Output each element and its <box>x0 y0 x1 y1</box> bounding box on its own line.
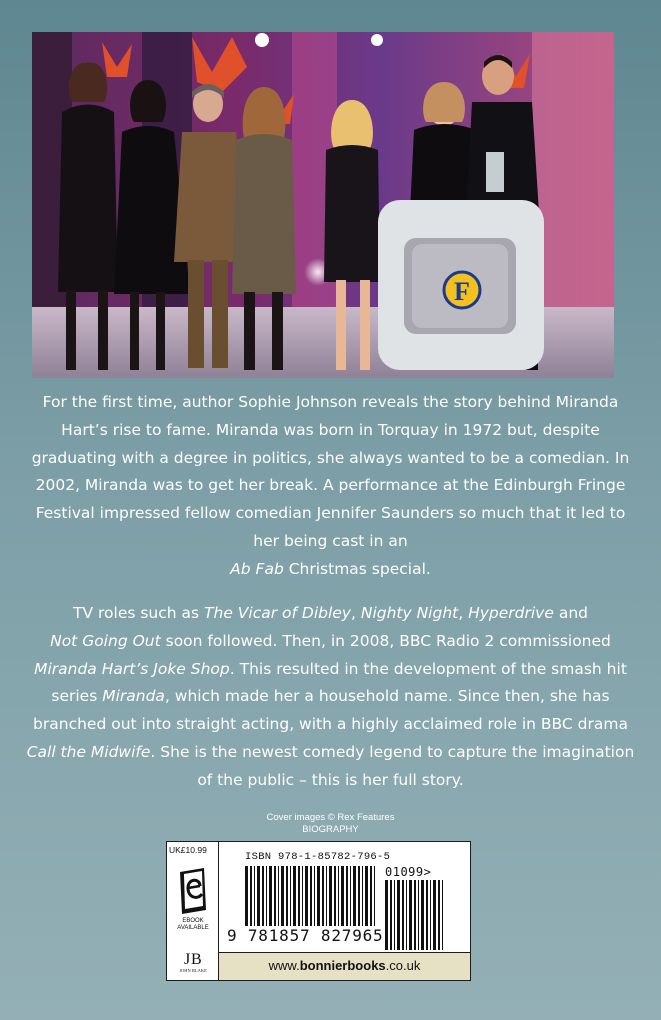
barcode-bar <box>322 866 324 926</box>
blurb-p2-text: TV roles such as <box>73 604 205 622</box>
blurb-p2-title: Call the Midwife <box>26 742 151 761</box>
barcode-bar <box>338 866 339 926</box>
barcode-bar <box>281 866 284 926</box>
barcode-bar <box>365 866 368 926</box>
barcode-bar <box>254 866 255 926</box>
blurb-p2-text: and <box>553 604 588 622</box>
barcode-panel <box>166 841 471 981</box>
blurb-paragraph-1 <box>22 389 639 584</box>
barcode-bar <box>362 866 363 926</box>
blurb-p2-text: soon followed. Then, in 2008, BBC Radio 2 commissioned <box>160 631 611 650</box>
barcode-bar <box>290 866 291 926</box>
ebook-available-label <box>167 918 219 932</box>
category-label: BIOGRAPHY <box>302 824 359 835</box>
barcode-bar <box>394 880 395 950</box>
barcode-bar <box>317 866 320 926</box>
url-prefix: www. <box>268 958 300 973</box>
barcode-bar <box>274 866 276 926</box>
podium-logo-letter: F <box>454 277 470 306</box>
barcode-bar <box>346 866 348 926</box>
publisher-website <box>219 952 470 980</box>
blurb-p2-text: , <box>458 604 469 622</box>
barcode-bar <box>390 880 392 950</box>
barcode-bar <box>334 866 336 926</box>
url-domain: bonnierbooks <box>299 958 386 973</box>
barcode-bar <box>421 880 424 950</box>
isbn-barcode <box>245 866 377 926</box>
barcode-bar <box>298 866 300 926</box>
barcode-bar <box>314 866 315 926</box>
blurb-p1-text: For the first time, author Sophie Johnson reveals the story behind Miranda Hart’s rise to fame. Miranda was born in Torquay in 1972 but, despite graduating with a degree in politics, she always wanted to be a comedian. In 2002, Miranda was to get her break. A performance at the Edinburgh Fringe Festival impressed fellow comedian Jennifer Saunders so much that it led to her being cast in an <box>31 393 630 550</box>
blurb-p1-end: Christmas special. <box>283 559 431 578</box>
barcode-bar <box>350 866 351 926</box>
cover-photo <box>32 32 614 378</box>
blurb-p2-text: . She is the newest comedy legend to capture the imagination of the public – this is her full story. <box>150 742 635 789</box>
url-suffix: .co.uk <box>385 958 421 973</box>
price-addon-digits: 01099> <box>385 865 432 879</box>
barcode-bar <box>438 880 440 950</box>
barcode-bar <box>293 866 296 926</box>
blurb-p2-title: Miranda Hart’s Joke Shop <box>34 659 230 678</box>
barcode-bar <box>326 866 327 926</box>
barcode-bar <box>374 866 375 926</box>
barcode-bar <box>406 880 407 950</box>
blurb-p2-text: , which made her a household name. Since then, she has branched out into straight acting, with a highly acclaimed role in BBC drama <box>33 687 628 734</box>
barcode-bar <box>341 866 344 926</box>
blurb-p2-title: Miranda <box>102 687 165 706</box>
john-blake-logo-icon <box>182 948 204 968</box>
barcode-bar <box>385 880 388 950</box>
barcode-bar <box>370 866 372 926</box>
barcode-bar <box>286 866 288 926</box>
barcode-bar <box>310 866 312 926</box>
barcode-bar <box>245 866 248 926</box>
blurb-p2-title: Not Going Out <box>50 631 161 650</box>
svg-text:B: B <box>191 951 202 968</box>
barcode-bar <box>433 880 436 950</box>
blurb-p2-text: . This resulted in the development of the smash hit series <box>51 659 627 706</box>
ebook-icon <box>176 866 210 916</box>
barcode-bar <box>397 880 400 950</box>
ebook-label-line-2: AVAILABLE <box>177 925 209 931</box>
barcode-bar <box>257 866 260 926</box>
barcode-bar <box>269 866 272 926</box>
barcode-bar <box>402 880 404 950</box>
publisher-name: JOHN BLAKE <box>179 968 207 973</box>
blurb-paragraph-2 <box>22 600 639 795</box>
barcode-bar <box>409 880 412 950</box>
barcode-bar <box>430 880 431 950</box>
blurb-p2-text: , <box>350 604 361 622</box>
barcode-bar <box>353 866 356 926</box>
barcode-bar <box>262 866 264 926</box>
barcode-bar <box>250 866 252 926</box>
cover-photo-illustration <box>32 32 614 378</box>
blurb-p2-title: Hyperdrive <box>468 604 554 622</box>
barcode-bar <box>302 866 303 926</box>
isbn-label: ISBN 978-1-85782-796-5 <box>245 851 391 863</box>
barcode-bar <box>329 866 332 926</box>
cover-credits <box>0 812 661 836</box>
barcode-bar <box>418 880 419 950</box>
barcode-bar <box>414 880 416 950</box>
price-addon-barcode <box>385 880 445 950</box>
barcode-bar <box>358 866 360 926</box>
blurb-p2-title: Nighty Night <box>360 604 459 622</box>
barcode-bar <box>442 880 443 950</box>
barcode-bar <box>278 866 279 926</box>
publisher-strip <box>167 842 219 980</box>
cover-images-credit: Cover images © Rex Features <box>266 812 395 823</box>
price-label: UK£10.99 <box>169 845 207 855</box>
blurb-p2-title: The Vicar of Dibley <box>204 604 351 622</box>
barcode-digits: 9 781857 827965 <box>227 926 384 945</box>
svg-text:J: J <box>184 951 191 968</box>
blurb-p1-italic: Ab Fab <box>230 559 284 578</box>
ebook-label-line-1: EBOOK <box>182 918 204 924</box>
barcode-bar <box>305 866 308 926</box>
barcode-bar <box>266 866 267 926</box>
barcode-bar <box>426 880 428 950</box>
